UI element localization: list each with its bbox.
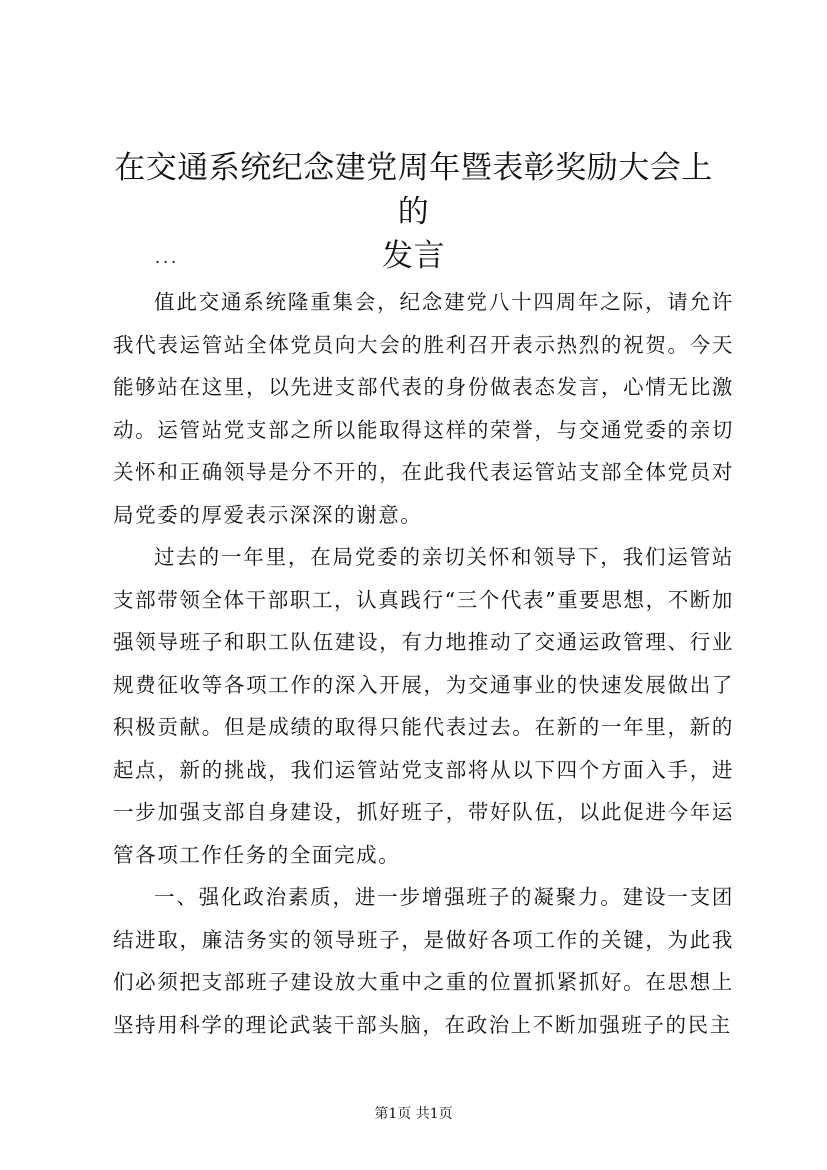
paragraph-point-one: 一、强化政治素质，进一步增强班子的凝聚力。建设一支团结进取，廉洁务实的领导班子，是做好各项工作的关键，为此我们必须把支部班子建设放大重中之重的位置抓紧抓好。在思想上坚持用科学的理论武装干部头脑，在政治上不断加强班子的民主 <box>113 885 734 1037</box>
page-footer: 第1页 共1页 <box>374 1106 453 1122</box>
title-line-2: 发言 <box>382 238 445 274</box>
ellipsis-marker: ... <box>155 248 180 267</box>
paragraph-opening: 值此交通系统隆重集会，纪念建党八十四周年之际，请允许我代表运管站全体党员向大会的胜利召开表示热烈的祝贺。今天能够站在这里，以先进支部代表的身份做表态发言，心情无比激动。运管站党支部之所以能取得这样的荣誉，与交通党委的亲切关怀和正确领导是分不开的，在此我代表运管站支部全体党员对局党委的厚爱表示深深的谢意。 <box>113 290 734 527</box>
document-title <box>100 146 727 278</box>
paragraph-review: 过去的一年里，在局党委的亲切关怀和领导下，我们运管站支部带领全体干部职工，认真践行“三个代表”重要思想，不断加强领导班子和职工队伍建设，有力地推动了交通运政管理、行业规费征收等各项工作的深入开展，为交通事业的快速发展做出了积极贡献。但是成绩的取得只能代表过去。在新的一年里，新的起点，新的挑战，我们运管站党支部将从以下四个方面入手，进一步加强支部自身建设，抓好班子，带好队伍，以此促进今年运管各项工作任务的全面完成。 <box>113 545 734 867</box>
title-line-1: 在交通系统纪念建党周年暨表彰奖励大会上的 <box>114 150 713 230</box>
document-body <box>113 281 734 1046</box>
